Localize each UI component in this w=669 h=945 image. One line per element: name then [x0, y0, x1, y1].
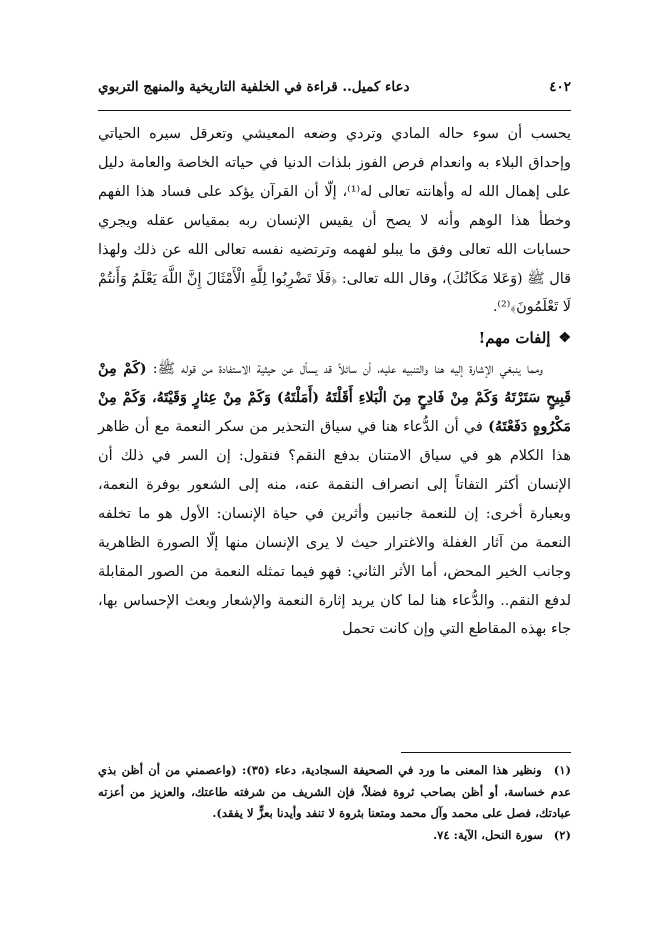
page-number: ٤٠٢: [549, 79, 571, 95]
paragraph-1: يحسب أن سوء حاله المادي وتردي وضعه المعيشي وتعرقل سيره الحياتي وإحداق البلاء به وانعدام فرص الفوز بلذات الدنيا في حياته الخاصة والعامة دليل على إهمال الله له وأهانته تعالى له⁽¹⁾، إلّا أن القرآن يؤكد على فساد هذا الفهم وخطأ هذا الوهم وأنه لا يصح أن يقيس الإنسان ربه بمقياس عقله ويجري حسابات الله تعالى وفق ما يبلو لفهمه وترتضيه نفسه تعالى الله عن ذلك ولهذا قال ﷺ (وَعَلا مَكَانُكَ)، وقال الله تعالى: ﴿فَلَا تَضْرِبُوا لِلَّهِ الْأَمْثَالَ إِنَّ اللَّهَ يَعْلَمُ وَأَنتُمْ لَا تَعْلَمُونَ﴾⁽²⁾.: [98, 126, 571, 316]
supplication-quote: (كَمْ مِنْ قَبِيحٍ سَتَرْتَهُ وَكَمْ مِنْ فَادِحٍ مِنَ الْبَلاءِ أَقَلْتَهُ (أَمَلْتَهُ) وَكَمْ مِنْ عِثارٍ وَقَيْتَهُ، وَكَمْ مِنْ مَكْرُوهٍ دَفَعْتَهُ): [98, 360, 571, 436]
diamond-bullet-icon: ❖: [558, 330, 571, 347]
footnote-2-text: سورة النحل، الآية: ٧٤.: [433, 827, 543, 842]
footnote-2-number: (٢): [553, 827, 571, 842]
main-text: [98, 120, 571, 644]
footnotes: [98, 760, 571, 846]
paragraph-2-rest: في أن الدُّعاء هنا في سياق التحذير من سكر النعمة مع أن ظاهر هذا الكلام هو في سياق الامتنان بدفع النقم؟ فنقول: إن السر في ذلك أن الإنسان أكثر التفاتاً إلى انصراف النقمة عنه، منه إلى الشعور بوفرة النعمة، وبعبارة أخرى: إن للنعمة جانبين وأثرين في حياة الإنسان: الأول هو ما تخلفه النعمة من آثار الغفلة والاغترار حيث لا يرى الإنسان منها إلّا الصورة الظاهرية وجانب الخير المحض، أما الأثر الثاني: فهو فيما تمثله النعمة من الصور المقابلة لدفع النقم.. والدُّعاء هنا لما كان يريد إثارة النعمة والإشعار وبعث الإحساس بها، جاء بهذه المقاطع التي وإن كانت تحمل: [98, 419, 571, 638]
section-heading: [98, 324, 571, 353]
paragraph-2: [98, 355, 571, 644]
header-divider: [98, 110, 571, 111]
footnote-1-number: (١): [553, 763, 571, 777]
footnote-2: [98, 825, 571, 847]
footnote-1: [98, 760, 571, 825]
footnote-1-text: ونظير هذا المعنى ما ورد في الصحيفة السجادية، دعاء (٣٥): (واعصمني من أن أظن بذي عدم خساسة، أو أظن بصاحب ثروة فضلاً، فإن الشريف من شرفته طاعتك، والعزيز من أعزته عبادتك، فصل على محمد وآل محمد ومتعنا بثروة لا تنفد وأيدنا بعزٍّ لا يفقد).: [98, 763, 571, 820]
paragraph-2-intro: ومما ينبغي الإشارة إليه هنا والتنبيه عليه، أن سائلاً قد يسأل عن حيثية الاستفادة من قوله ﷺ:: [146, 361, 543, 378]
footnote-divider: [401, 752, 571, 753]
section-heading-text: إلفات مهم!: [478, 329, 551, 348]
page-header: [98, 72, 571, 102]
running-title: دعاء كميل.. قراءة في الخلفية التاريخية والمنهج التربوي: [98, 79, 410, 95]
